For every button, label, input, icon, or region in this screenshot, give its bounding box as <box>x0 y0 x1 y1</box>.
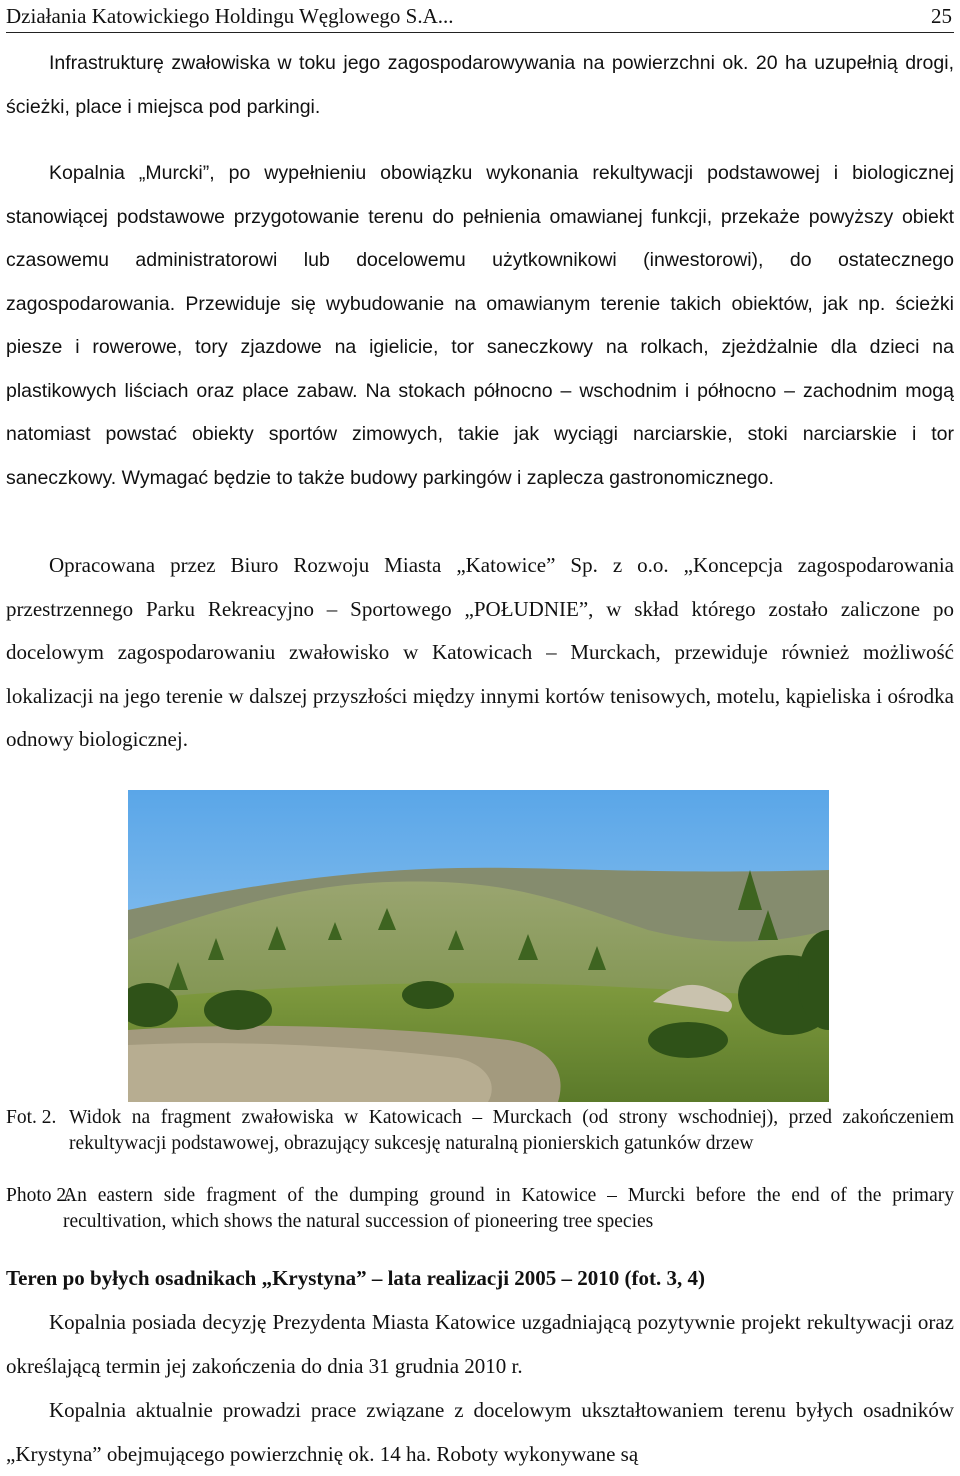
paragraph-infrastructure: Infrastrukturę zwałowiska w toku jego zagospodarowywania na powierzchni ok. 20 ha uzupełnią drogi, ścieżki, place i miejsca pod parkingi. <box>6 52 954 118</box>
header-title: Działania Katowickiego Holdingu Węglowego S.A... <box>6 4 454 28</box>
paragraph-concept: Opracowana przez Biuro Rozwoju Miasta „Katowice” Sp. z o.o. „Koncepcja zagospodarowania przestrzennego Parku Rekreacyjno – Sportowego „POŁUDNIE”, w skład którego zostało zaliczone po docelowym zagospodarowaniu zwałowisko w Katowicach – Murckach, przewiduje również możliwość lokalizacji na jego terenie w dalszej przyszłości między innymi kortów tenisowych, motelu, kąpieliska i ośrodka odnowy biologicznej. <box>6 553 954 751</box>
photo-dump-site <box>128 790 829 1102</box>
section-heading: Teren po byłych osadnikach „Krystyna” – lata realizacji 2005 – 2010 (fot. 3, 4) <box>6 1266 706 1290</box>
running-header <box>6 4 954 33</box>
caption-label-en: Photo 2. <box>6 1185 72 1206</box>
caption-text-pl: Widok na fragment zwałowiska w Katowicach – Murckach (od strony wschodniej), przed zakończeniem rekultywacji podstawowej, obrazujący sukcesję naturalną pionierskich gatunków drzew <box>69 1107 954 1154</box>
caption-label-pl: Fot. 2. <box>6 1107 57 1128</box>
paragraph-decision: Kopalnia posiada decyzję Prezydenta Miasta Katowice uzgadniającą pozytywnie projekt rekultywacji oraz określającą termin jej zakończenia do dnia 31 grudnia 2010 r. <box>6 1310 954 1378</box>
paragraph-murcki-mine: Kopalnia „Murcki”, po wypełnieniu obowiązku wykonania rekultywacji podstawowej i biologicznej stanowiącej podstawowe przygotowanie terenu do pełnienia omawianej funkcji, przekaże powyższy obiekt czasowemu administratorowi lub docelowemu użytkownikowi (inwestorowi), do ostatecznego zagospodarowania. Przewiduje się wybudowanie na omawianym terenie takich obiektów, jak np. ścieżki piesze i rowerowe, tory zjazdowe na igielicie, tor saneczkowy na rolkach, zjeżdżalnie dla dzieci na plastikowych liściach oraz place zabaw. Na stokach północno – wschodnim i północno – zachodnim mogą natomiast powstać obiekty sportów zimowych, takie jak wyciągi narciarskie, stoki narciarskie i tor saneczkowy. Wymagać będzie to także budowy parkingów i zaplecza gastronomicznego. <box>6 162 954 489</box>
photo-caption-english <box>6 1183 954 1235</box>
page-number: 25 <box>931 4 952 28</box>
caption-text-en: An eastern side fragment of the dumping ground in Katowice – Murcki before the end of the primary recultivation, which shows the natural succession of pioneering tree species <box>63 1185 954 1232</box>
paragraph-krystyna: Kopalnia aktualnie prowadzi prace związane z docelowym ukształtowaniem terenu byłych osadników „Krystyna” obejmującego powierzchnię ok. 14 ha. Roboty wykonywane są <box>6 1398 954 1466</box>
photo-caption-polish <box>6 1105 954 1157</box>
